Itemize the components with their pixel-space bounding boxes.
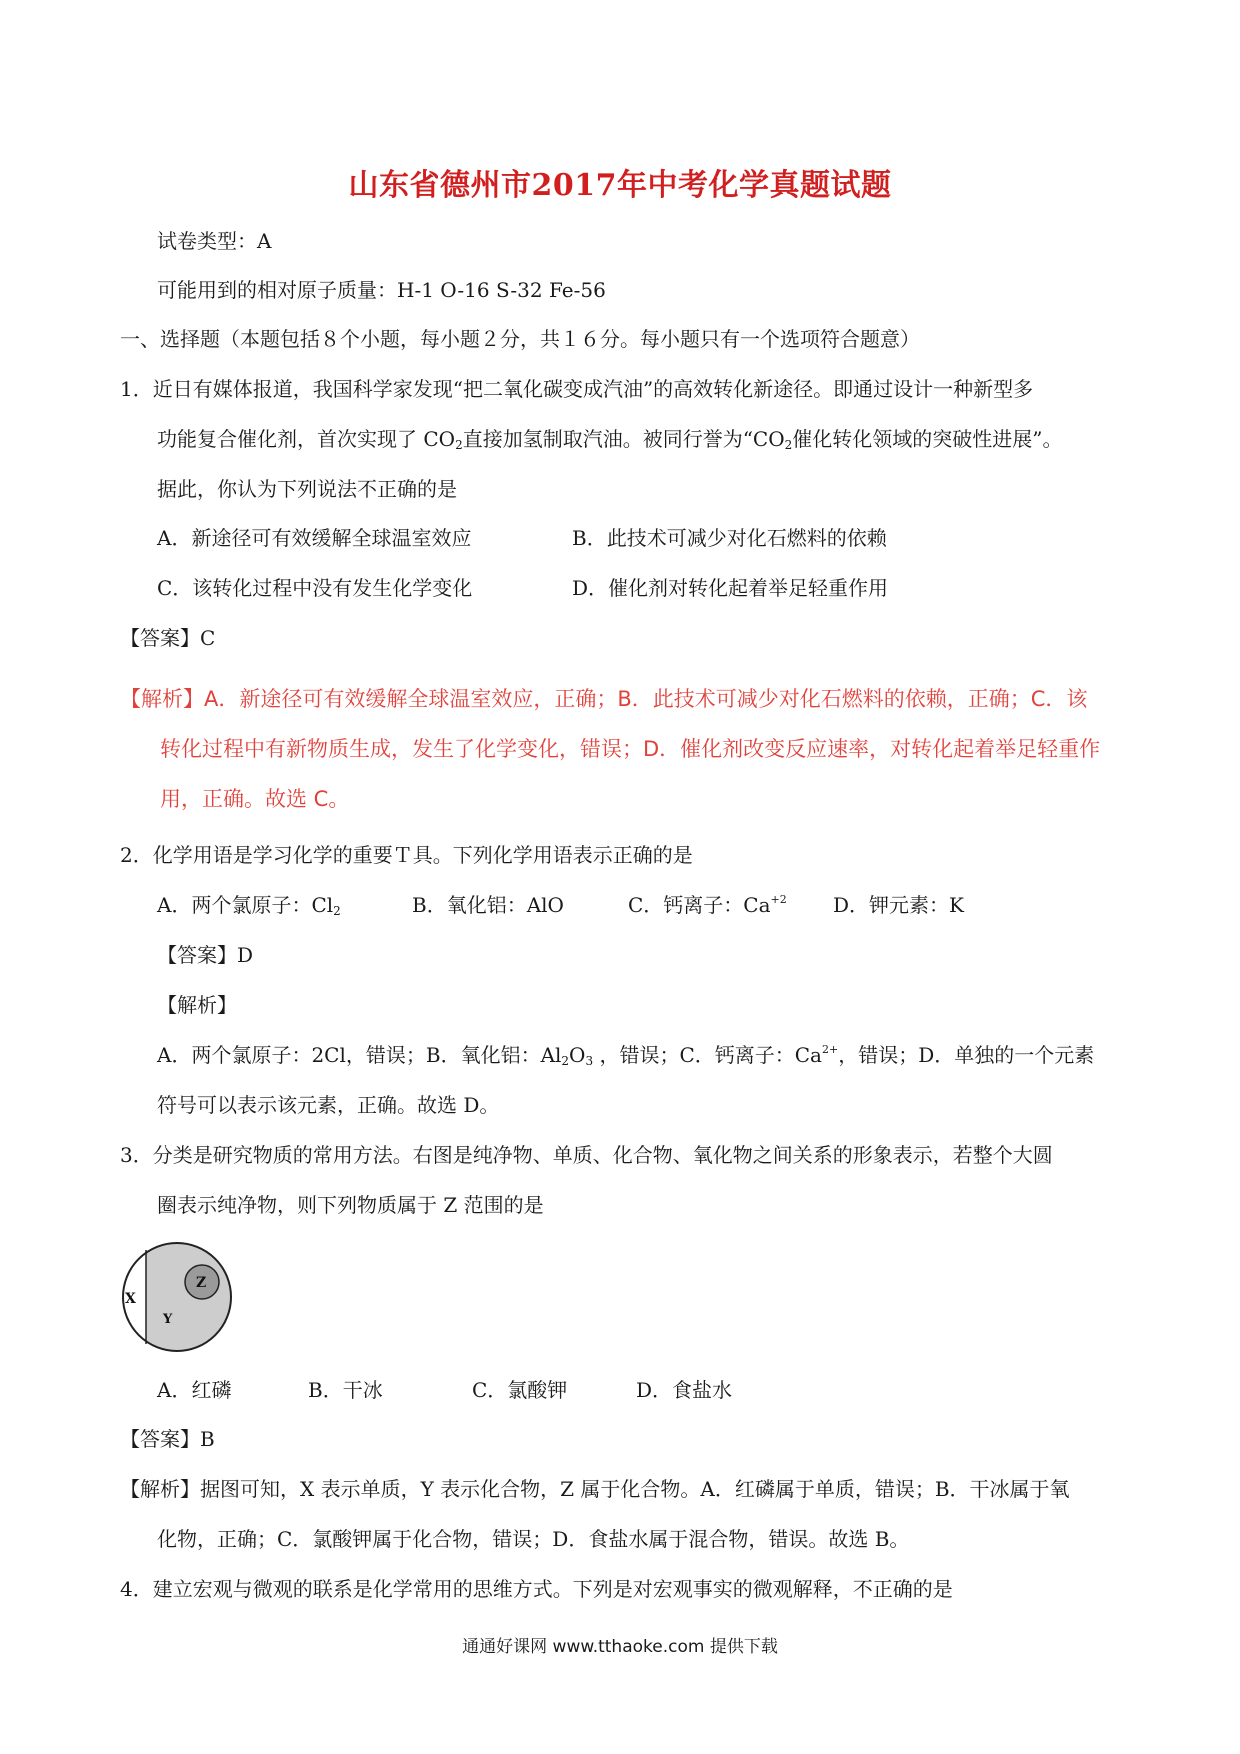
exam-type: 试卷类型：A <box>157 229 272 253</box>
region-y <box>146 1240 235 1355</box>
q1-stem-line1: 1．近日有媒体报道，我国科学家发现“把二氧化碳变成汽油”的高效转化新途径。即通过设计一种新型多 <box>120 377 1034 401</box>
section-heading: 一、选择题（本题包括８个小题，每小题２分，共１６分。每小题只有一个选项符合题意） <box>120 327 920 351</box>
label-x: X <box>125 1291 136 1307</box>
q1-option-a: A．新途径可有效缓解全球温室效应 <box>157 526 472 550</box>
label-y: Y <box>163 1312 173 1327</box>
page-title: 山东省德州市2017年中考化学真题试题 <box>348 168 892 203</box>
q2-option-b: B．氧化铝：AlO <box>412 893 564 917</box>
q3-option-b: B．干冰 <box>308 1378 383 1402</box>
q2-explanation-label: 【解析】 <box>157 993 237 1017</box>
q1-option-d: D．催化剂对转化起着举足轻重作用 <box>572 576 889 600</box>
q2-stem: 2．化学用语是学习化学的重要Ｔ具。下列化学用语表示正确的是 <box>120 843 693 867</box>
q1-stem-line2: 功能复合催化剂，首次实现了 $CO_2$直接加氢制取汽油。被同行誉为“$CO_2$催化转化领域的突破性进展”。 <box>157 427 1063 452</box>
q3-stem-line1: 3．分类是研究物质的常用方法。右图是纯净物、单质、化合物、氧化物之间关系的形象表示，若整个大圆 <box>120 1143 1053 1167</box>
q3-option-a: A．红磷 <box>157 1378 232 1402</box>
q3-stem-line2: 圈表示纯净物，则下列物质属于 Z 范围的是 <box>157 1193 544 1217</box>
q3-answer: 【答案】B <box>120 1427 215 1451</box>
q4-stem: 4．建立宏观与微观的联系是化学常用的思维方式。下列是对宏观事实的微观解释，不正确的是 <box>120 1577 953 1601</box>
q2-answer: 【答案】D <box>157 943 254 967</box>
q2-explanation-line1: A．两个氯原子：2Cl，错误；B．氧化铝：$Al_2O_3$ ，错误；C．钙离子：$Ca^{2+}$，错误；D．单独的一个元素 <box>157 1043 1095 1068</box>
q3-option-c: C．氯酸钾 <box>472 1378 568 1402</box>
q3-option-d: D．食盐水 <box>636 1378 733 1402</box>
page-footer: 通通好课网 www.tthaoke.com 提供下载 <box>462 1637 778 1657</box>
q2-option-c: C．钙离子：$Ca^{+2}$ <box>628 893 787 917</box>
q2-explanation-line2: 符号可以表示该元素，正确。故选 D。 <box>157 1093 500 1117</box>
q3-explanation-line1: 【解析】据图可知，X 表示单质，Y 表示化合物，Z 属于化合物。A．红磷属于单质，错误；B．干冰属于氧 <box>120 1477 1070 1501</box>
q1-option-b: B．此技术可减少对化石燃料的依赖 <box>572 526 887 550</box>
atomic-masses: 可能用到的相对原子质量：H-1 O-16 S-32 Fe-56 <box>157 278 606 302</box>
q3-explanation-line2: 化物，正确；C．氯酸钾属于化合物，错误；D．食盐水属于混合物，错误。故选 B。 <box>157 1527 910 1551</box>
q1-stem-line3: 据此，你认为下列说法不正确的是 <box>157 477 457 501</box>
q1-answer: 【答案】C <box>120 626 216 650</box>
q1-explanation-line3: 用，正确。故选 C。 <box>160 787 350 811</box>
q2-option-d: D．钾元素：K <box>833 893 964 917</box>
classification-diagram <box>120 1240 235 1355</box>
q1-explanation-line2: 转化过程中有新物质生成，发生了化学变化，错误；D．催化剂改变反应速率，对转化起着举足轻重作 <box>160 737 1101 761</box>
q1-option-c: C．该转化过程中没有发生化学变化 <box>157 576 473 600</box>
label-z: Z <box>196 1275 207 1291</box>
q1-explanation-line1: 【解析】A．新途径可有效缓解全球温室效应，正确；B．此技术可减少对化石燃料的依赖，正确；C．该 <box>120 687 1088 711</box>
q2-option-a: A．两个氯原子：$Cl_2$ <box>157 893 341 918</box>
